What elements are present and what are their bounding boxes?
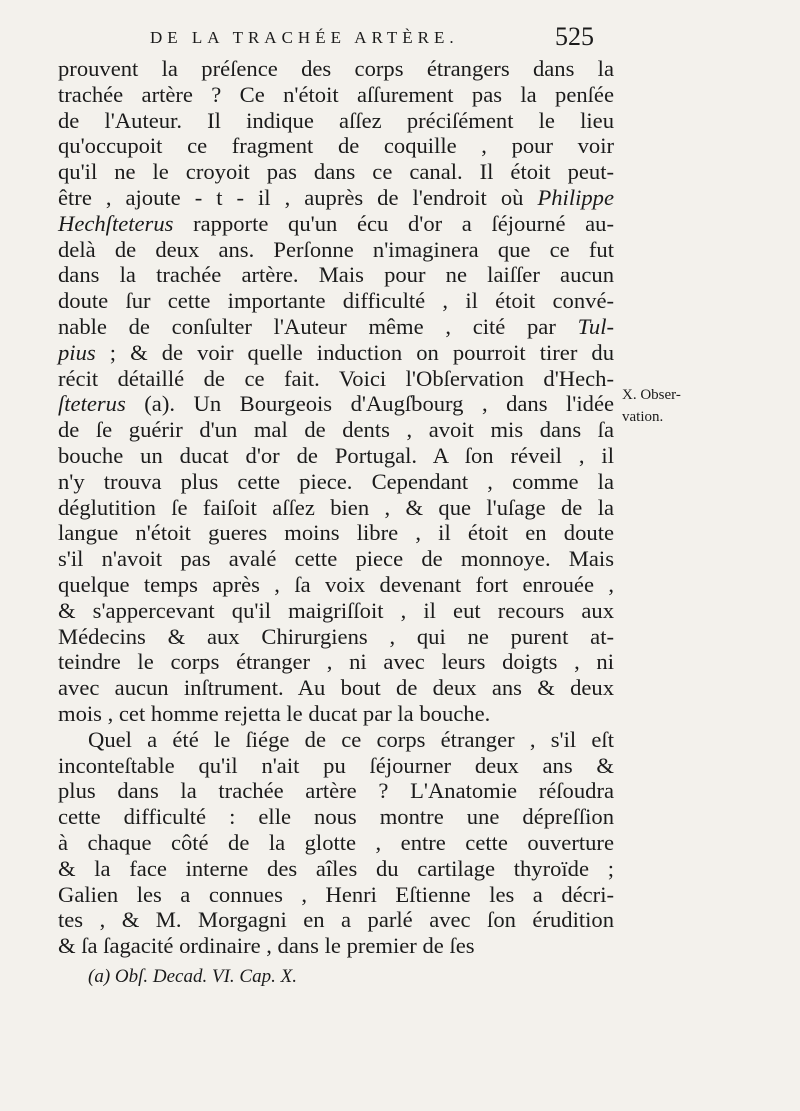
text-line: à chaque côté de la glotte , entre cette ouverture bbox=[58, 829, 614, 855]
text-line: Hechſteterus rapporte qu'un écu d'or a ſéjourné au- bbox=[58, 210, 614, 236]
text-line: quelque temps après , ſa voix devenant fort enrouée , bbox=[58, 571, 614, 597]
text-line: inconteſtable qu'il n'ait pu ſéjourner deux ans & bbox=[58, 752, 614, 778]
text-line: être , ajoute - t - il , auprès de l'endroit où Philippe bbox=[58, 184, 614, 210]
text-line: Galien les a connues , Henri Eſtienne les a décri- bbox=[58, 881, 614, 907]
text-line: plus dans la trachée artère ? L'Anatomie réſoudra bbox=[58, 778, 614, 804]
text-line: teindre le corps étranger , ni avec leurs doigts , ni bbox=[58, 649, 614, 675]
text-line: cette difficulté : elle nous montre une dépreſſion bbox=[58, 804, 614, 830]
text-line: bouche un ducat d'or de Portugal. A ſon réveil , il bbox=[58, 442, 614, 468]
margin-note bbox=[622, 384, 752, 428]
text-line: qu'occupoit ce fragment de coquille , pour voir bbox=[58, 133, 614, 159]
text-line: récit détaillé de ce fait. Voici l'Obſervation d'Hech- bbox=[58, 365, 614, 391]
text-line: de ſe guérir d'un mal de dents , avoit mis dans ſa bbox=[58, 417, 614, 443]
text-line: Quel a été le ſiége de ce corps étranger , s'il eſt bbox=[88, 726, 614, 752]
text-line: pius ; & de voir quelle induction on pourroit tirer du bbox=[58, 339, 614, 365]
text-line: ſteterus (a). Un Bourgeois d'Augſbourg , dans l'idée bbox=[58, 391, 614, 417]
text-line: dans la trachée artère. Mais pour ne laiſſer aucun bbox=[58, 262, 614, 288]
text-line: nable de conſulter l'Auteur même , cité par Tul- bbox=[58, 313, 614, 339]
margin-note-line: X. Obser- bbox=[622, 387, 681, 403]
text-line: prouvent la préſence des corps étrangers dans la bbox=[58, 56, 614, 81]
text-line: doute ſur cette importante difficulté , il étoit convé- bbox=[58, 288, 614, 314]
text-line: langue n'étoit gueres moins libre , il étoit en doute bbox=[58, 520, 614, 546]
footnote: (a) Obſ. Decad. VI. Cap. X. bbox=[88, 966, 297, 987]
text-line: n'y trouva plus cette piece. Cependant , comme la bbox=[58, 468, 614, 494]
page-number: 525 bbox=[555, 22, 594, 51]
text-line: & s'appercevant qu'il maigriſſoit , il eut recours aux bbox=[58, 597, 614, 623]
text-line: mois , cet homme rejetta le ducat par la bouche. bbox=[58, 700, 491, 726]
text-line: delà de deux ans. Perſonne n'imaginera que ce fut bbox=[58, 236, 614, 262]
text-line: avec aucun inſtrument. Au bout de deux ans & deux bbox=[58, 675, 614, 701]
margin-note-line: vation. bbox=[622, 409, 664, 425]
text-line: & la face interne des aîles du cartilage thyroïde ; bbox=[58, 855, 614, 881]
text-line: de l'Auteur. Il indique aſſez préciſément le lieu bbox=[58, 107, 614, 133]
text-line: s'il n'avoit pas avalé cette piece de monnoye. Mais bbox=[58, 546, 614, 572]
text-line: trachée artère ? Ce n'étoit aſſurement pas la penſée bbox=[58, 81, 614, 107]
running-title: DE LA TRACHÉE ARTÈRE. bbox=[150, 28, 459, 47]
text-line: Médecins & aux Chirurgiens , qui ne purent at- bbox=[58, 623, 614, 649]
text-line: tes , & M. Morgagni en a parlé avec ſon érudition bbox=[58, 907, 614, 933]
text-line: déglutition ſe faiſoit aſſez bien , & que l'uſage de la bbox=[58, 494, 614, 520]
text-line: qu'il ne le croyoit pas dans ce canal. Il étoit peut- bbox=[58, 159, 614, 185]
body-text bbox=[58, 56, 614, 959]
text-line: & ſa ſagacité ordinaire , dans le premier de ſes bbox=[58, 933, 475, 959]
